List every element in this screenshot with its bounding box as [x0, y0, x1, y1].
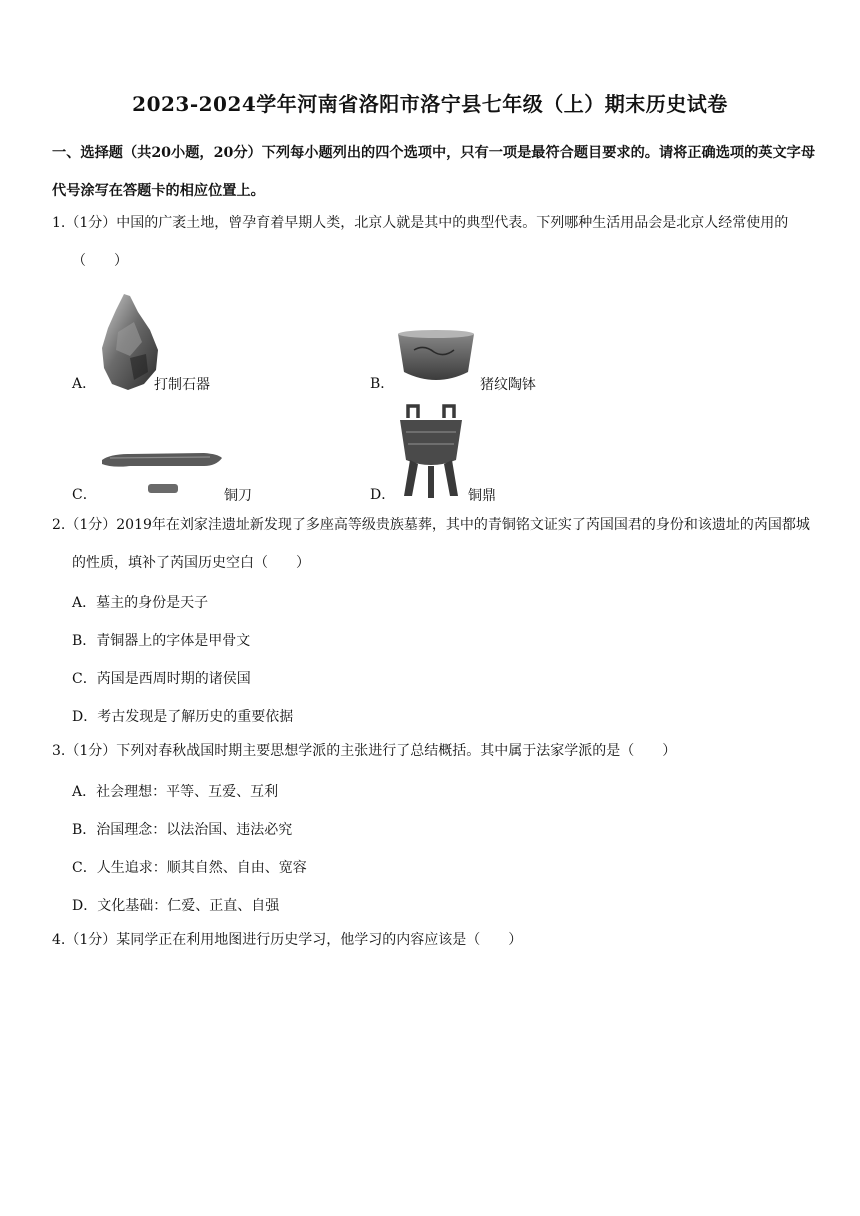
q2-option-b[interactable]: B．青铜器上的字体是甲骨文	[72, 633, 251, 649]
bronze-knife-icon	[100, 448, 224, 498]
q1-option-a-caption: 打制石器	[154, 377, 210, 393]
q1-option-c-caption: 铜刀	[224, 488, 252, 504]
question-1-stem: 1.（1分）中国的广袤土地，曾孕育着早期人类，北京人就是其中的典型代表。下列哪种生活用品会是北京人经常使用的（ ）	[52, 215, 789, 269]
q1-option-d-letter[interactable]: D．	[370, 487, 396, 503]
question-4	[52, 921, 822, 959]
q3-option-d[interactable]: D．文化基础：仁爱、正直、自强	[72, 898, 280, 914]
q2-option-a[interactable]: A．墓主的身份是天子	[72, 595, 209, 611]
q1-option-b-letter[interactable]: B．	[370, 376, 395, 392]
bronze-ding-icon	[396, 404, 466, 500]
q1-option-c-letter[interactable]: C．	[72, 487, 97, 503]
question-1	[52, 204, 822, 280]
question-3	[52, 732, 822, 770]
page-title: 2023-2024学年河南省洛阳市洛宁县七年级（上）期末历史试卷	[132, 92, 728, 116]
question-2	[52, 506, 822, 582]
q3-option-c[interactable]: C．人生追求：顺其自然、自由、宽容	[72, 860, 307, 876]
section-instructions: 一、选择题（共20小题，20分）下列每小题列出的四个选项中，只有一项是最符合题目要求的。请将正确选项的英文字母代号涂写在答题卡的相应位置上。	[52, 145, 816, 199]
q1-option-d-caption: 铜鼎	[468, 488, 496, 504]
q3-option-b[interactable]: B．治国理念：以法治国、违法必究	[72, 822, 293, 838]
q1-option-b-caption: 猪纹陶钵	[480, 377, 536, 393]
question-2-stem: 2.（1分）2019年在刘家洼遗址新发现了多座高等级贵族墓葬，其中的青铜铭文证实了芮国国君的身份和该遗址的芮国都城的性质，填补了芮国历史空白（ ）	[52, 517, 810, 571]
q1-option-a-letter[interactable]: A．	[72, 376, 97, 392]
question-4-stem: 4.（1分）某同学正在利用地图进行历史学习，他学习的内容应该是（ ）	[52, 932, 523, 948]
q3-option-a[interactable]: A．社会理想：平等、互爱、互利	[72, 784, 279, 800]
q2-option-c[interactable]: C．芮国是西周时期的诸侯国	[72, 671, 251, 687]
stone-tool-icon	[100, 292, 160, 392]
q2-option-d[interactable]: D．考古发现是了解历史的重要依据	[72, 709, 294, 725]
pottery-bowl-icon	[396, 328, 476, 388]
question-3-stem: 3.（1分）下列对春秋战国时期主要思想学派的主张进行了总结概括。其中属于法家学派的是（ ）	[52, 743, 677, 759]
